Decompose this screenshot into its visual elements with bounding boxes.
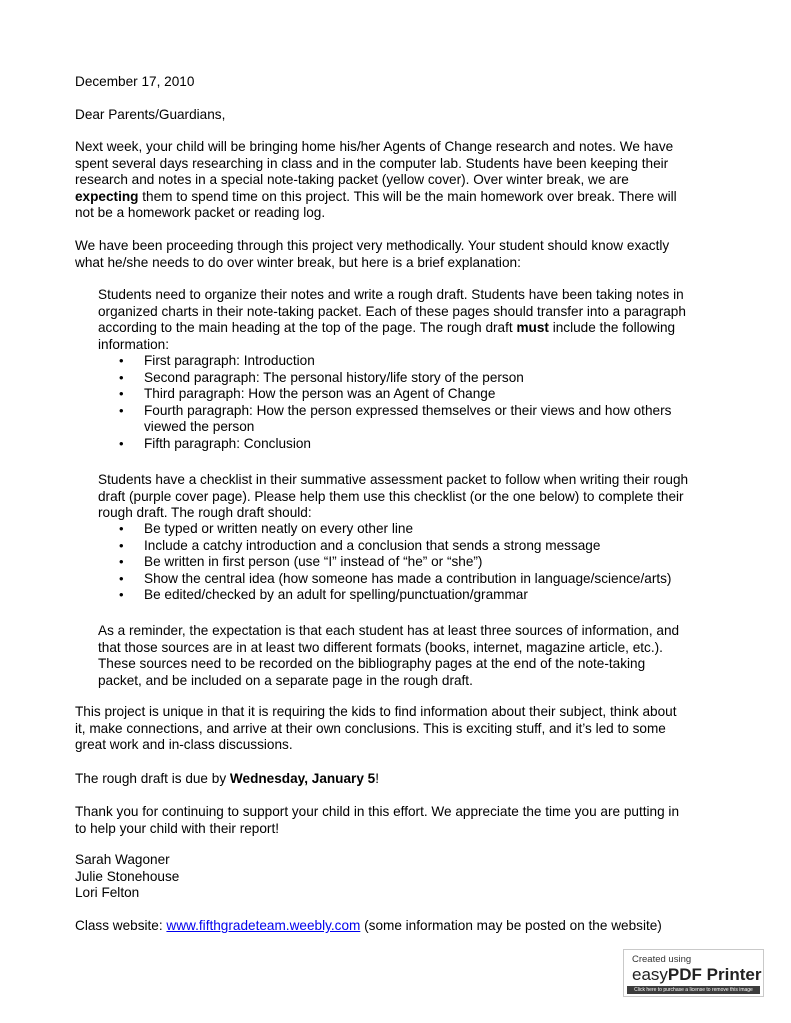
text-line: Students need to organize their notes and write a rough draft. Students have been taking notes in: [98, 287, 684, 302]
text-line: Next week, your child will be bringing home his/her Agents of Change research and notes. We have: [75, 139, 674, 154]
website-line: [75, 918, 662, 935]
list-item: [98, 353, 671, 370]
method-paragraph: [75, 238, 669, 271]
bullet-icon: •: [119, 353, 124, 368]
easypdf-badge[interactable]: [623, 949, 764, 997]
badge-brand-light: easy: [632, 965, 668, 984]
bullet-icon: •: [119, 554, 124, 569]
list-item-text: Be written in first person (use “I” instead of “he” or “she”): [144, 554, 483, 569]
bullet-icon: •: [119, 570, 124, 586]
bullet-icon: •: [119, 521, 124, 536]
text-line: to help your child with their report!: [75, 820, 280, 836]
text-line: spent several days researching in class and in the computer lab. Students have been keeping their: [75, 155, 669, 171]
intro-paragraph: [75, 139, 677, 222]
emphasis-expecting: expecting: [75, 188, 139, 204]
bullet-icon: •: [119, 402, 124, 418]
text-span: !: [375, 771, 380, 786]
badge-brand: [632, 965, 761, 984]
text-line: packet, and be included on a separate page in the rough draft.: [98, 672, 473, 688]
text-span: The rough draft is due by: [75, 771, 230, 786]
bullet-icon: •: [119, 587, 124, 602]
list-item: [98, 436, 671, 453]
paragraph-list: [98, 353, 671, 452]
list-item: [98, 370, 671, 387]
list-item-text: Third paragraph: How the person was an Agent of Change: [144, 386, 496, 401]
text-line: [98, 320, 686, 337]
unique-paragraph: [75, 704, 676, 754]
text-line: organized charts in their note-taking packet. Each of these pages should transfer into a paragraph: [98, 303, 686, 319]
list-item-text: Show the central idea (how someone has made a contribution in language/science/arts): [144, 570, 672, 586]
list-item: [98, 521, 671, 538]
list-item-text: Fourth paragraph: How the person expressed themselves or their views and how others: [144, 402, 672, 418]
due-date-line: [75, 771, 379, 788]
text-line: These sources need to be recorded on the bibliography pages at the end of the note-taking: [98, 656, 646, 671]
letter-salutation: Dear Parents/Guardians,: [75, 107, 226, 122]
organize-paragraph: [98, 287, 686, 353]
signature-name: Julie Stonehouse: [75, 868, 180, 884]
signature-name: Sarah Wagoner: [75, 852, 170, 867]
reminder-paragraph: [98, 623, 679, 689]
list-item-text: Include a catchy introduction and a conclusion that sends a strong message: [144, 537, 601, 553]
text-line: This project is unique in that it is requiring the kids to find information about their subject, think about: [75, 704, 677, 719]
badge-brand-bold: PDF Printer: [667, 965, 762, 984]
website-link[interactable]: www.fifthgradeteam.weebly.com: [166, 918, 361, 933]
list-item: [98, 554, 671, 571]
list-item: [98, 538, 671, 555]
website-note: (some information may be posted on the website): [360, 918, 662, 933]
text-line: research and notes in a special note-taking packet (yellow cover). Over winter break, we are: [75, 172, 629, 187]
text-line: Students have a checklist in their summative assessment packet to follow when writing their rough: [98, 472, 689, 487]
list-item-text: Be typed or written neatly on every other line: [144, 521, 414, 536]
text-span: according to the main heading at the top of the page. The rough draft: [98, 320, 517, 335]
bullet-icon: •: [119, 435, 124, 451]
text-line: rough draft. The rough draft should:: [98, 505, 312, 520]
checklist-intro: [98, 472, 688, 522]
text-line: great work and in-class discussions.: [75, 737, 293, 752]
list-item: [98, 587, 671, 604]
due-date: Wednesday, January 5: [229, 771, 376, 786]
badge-created-text: Created using: [632, 954, 692, 965]
list-item-text: Fifth paragraph: Conclusion: [144, 435, 311, 451]
thanks-paragraph: [75, 804, 679, 837]
bullet-icon: •: [119, 386, 124, 401]
bullet-icon: •: [119, 369, 124, 385]
text-line: that those sources are in at least two different formats (books, internet, magazine article, etc.).: [98, 639, 663, 655]
list-item-text: First paragraph: Introduction: [144, 353, 315, 368]
text-line: As a reminder, the expectation is that each student has at least three sources of information, and: [98, 623, 680, 638]
signature-name: Lori Felton: [75, 885, 140, 900]
text-line: what he/she needs to do over winter break, but here is a brief explanation:: [75, 254, 521, 270]
text-line: information:: [98, 336, 170, 352]
list-item-text: Second paragraph: The personal history/life story of the person: [144, 369, 524, 385]
text-line: not be a homework packet or reading log.: [75, 205, 326, 220]
signature-block: [75, 852, 179, 902]
text-line: Thank you for continuing to support your child in this effort. We appreciate the time you are putting in: [75, 804, 680, 819]
bullet-icon: •: [119, 537, 124, 553]
text-line: [75, 189, 677, 206]
list-item: [98, 571, 671, 588]
text-line: draft (purple cover page). Please help them use this checklist (or the one below) to complete their: [98, 488, 684, 504]
list-item: [98, 403, 671, 436]
emphasis-must: must: [516, 320, 549, 335]
text-span: include the following: [548, 320, 676, 335]
letter-date: December 17, 2010: [75, 74, 195, 89]
list-item-text: Be edited/checked by an adult for spelling/punctuation/grammar: [144, 587, 528, 602]
list-item: [98, 386, 671, 403]
checklist: [98, 521, 671, 604]
badge-purchase-link[interactable]: Click here to purchase a license to remove this image: [627, 986, 760, 994]
text-span: them to spend time on this project. This will be the main homework over break. There will: [138, 188, 677, 204]
text-line: We have been proceeding through this project very methodically. Your student should know exactly: [75, 238, 670, 253]
text-line: it, make connections, and arrive at their own conclusions. This is exciting stuff, and it’s led to some: [75, 720, 666, 736]
website-label: Class website:: [75, 918, 167, 933]
list-item-text-cont: viewed the person: [144, 419, 255, 434]
